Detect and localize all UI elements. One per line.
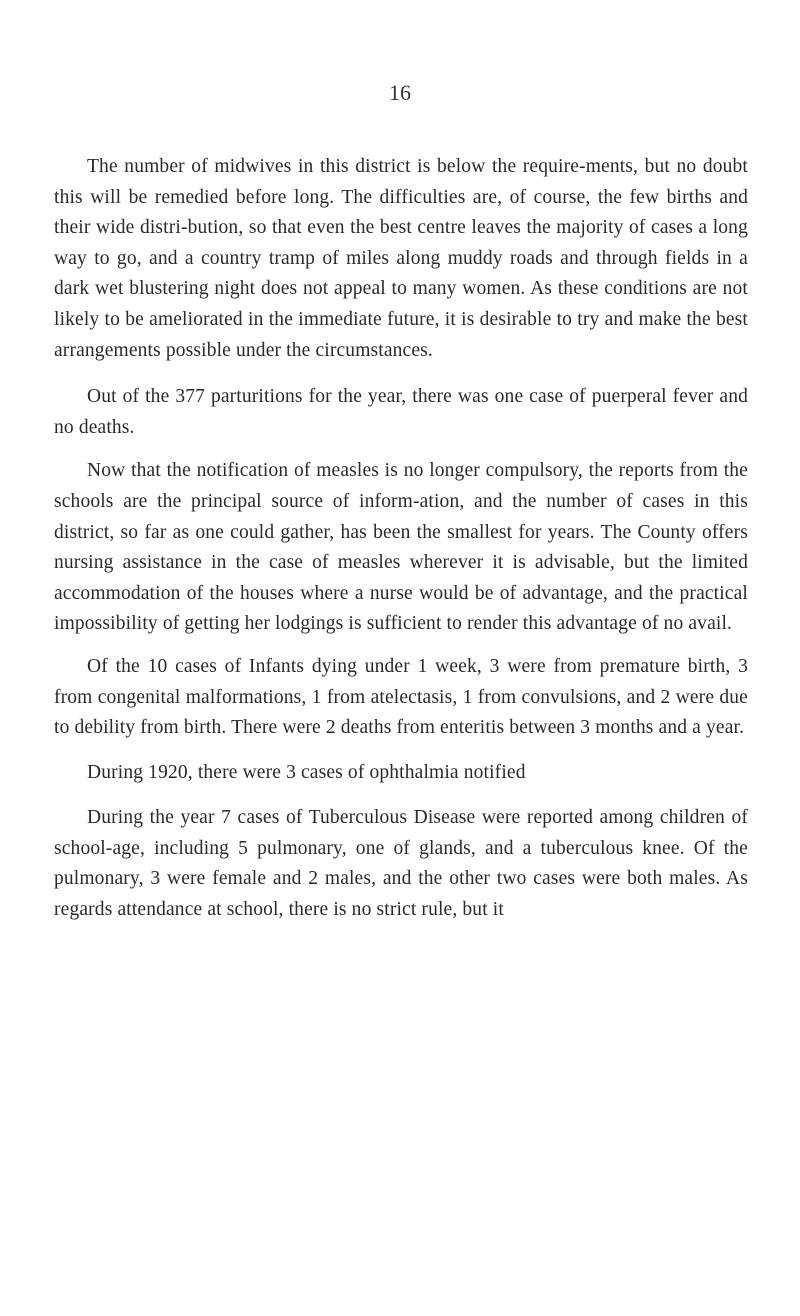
paragraph-midwives: The number of midwives in this district is below the require-ments, but no doubt this will be remedied before long. The difficulties are, of course, the few births and their wide distri-bution, so that even the best centre leaves the majority of cases a long way to go, and a country tramp of miles along muddy roads and through fields in a dark wet blustering night does not appeal to many women. As these conditions are not likely to be ameliorated in the immediate future, it is desirable to try and make the best arrangements possible under the circumstances.: [54, 156, 748, 361]
paragraph-measles: Now that the notification of measles is no longer compulsory, the reports from the schools are the principal source of inform-ation, and the number of cases in this district, so far as one could gather, has been the smallest for years. The County offers nursing assistance in the case of measles wherever it is advisable, but the limited accommodation of the houses where a nurse would be of advantage, and the practical impossibility of getting her lodgings is sufficient to render this advantage of no avail.: [54, 460, 748, 635]
paragraph-parturitions: Out of the 377 parturitions for the year, there was one case of puerperal fever and no deaths.: [54, 386, 748, 438]
report-body: [54, 152, 748, 926]
page-number: 16: [389, 80, 411, 105]
paragraph-infant-deaths: Of the 10 cases of Infants dying under 1 week, 3 were from premature birth, 3 from congenital malformations, 1 from atelectasis, 1 from convulsions, and 2 were due to debility from birth. There were 2 deaths from enteritis between 3 months and a year.: [54, 655, 748, 739]
paragraph-tuberculous-disease: During the year 7 cases of Tuberculous Disease were reported among children of school-age, including 5 pulmonary, one of glands, and a tuberculous knee. Of the pulmonary, 3 were female and 2 males, and the other two cases were both males. As regards attendance at school, there is no strict rule, but it: [54, 807, 748, 921]
paragraph-ophthalmia: During 1920, there were 3 cases of ophthalmia notified: [87, 761, 526, 783]
